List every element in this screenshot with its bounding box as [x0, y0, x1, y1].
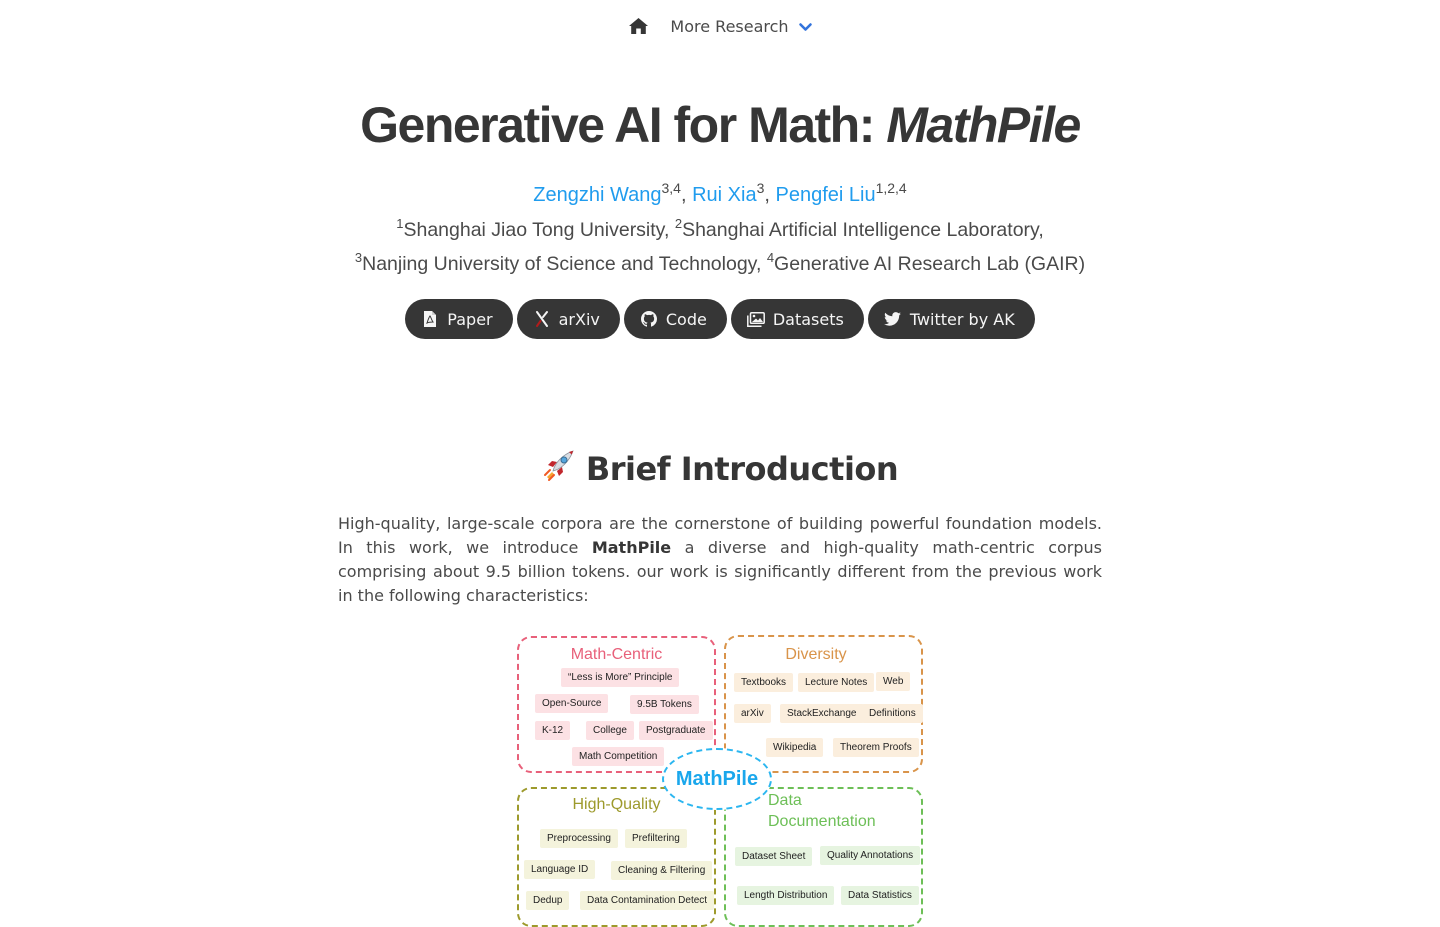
affiliation-3: Nanjing University of Science and Technology,: [362, 253, 767, 275]
chip-theorem-proofs: Theorem Proofs: [833, 738, 919, 757]
author-link-2[interactable]: Rui Xia: [692, 184, 757, 206]
title-emphasis: MathPile: [886, 97, 1080, 153]
twitter-button[interactable]: [868, 299, 1035, 339]
chip-postgraduate: Postgraduate: [639, 721, 713, 740]
home-icon[interactable]: [628, 16, 648, 36]
author-list: [0, 180, 1440, 207]
affiliations-line-1: [0, 216, 1440, 242]
paper-label: Paper: [447, 309, 493, 329]
code-button[interactable]: [624, 299, 727, 339]
affiliation-1: Shanghai Jiao Tong University,: [403, 219, 675, 241]
publication-links: [0, 299, 1440, 339]
pdf-icon: [422, 311, 438, 327]
chip-open-source: Open-Source: [535, 694, 608, 713]
twitter-icon: [885, 311, 901, 327]
author-separator: ,: [764, 184, 776, 206]
github-icon: [641, 311, 657, 327]
chip-lecture-notes: Lecture Notes: [798, 673, 874, 692]
data-documentation-box: [724, 787, 923, 927]
affiliation-sup-2: 2: [674, 216, 683, 231]
datasets-label: Datasets: [772, 309, 844, 329]
intro-heading-text: Brief Introduction: [585, 450, 899, 488]
affiliation-sup-3: 3: [354, 250, 363, 265]
math-centric-title: Math-Centric: [570, 646, 663, 663]
chip-web: Web: [876, 672, 910, 691]
chip-prefiltering: Prefiltering: [625, 829, 687, 848]
author-link-1[interactable]: Zengzhi Wang: [533, 184, 662, 206]
mathpile-center-ellipse: [662, 748, 772, 810]
arxiv-icon: [534, 311, 550, 327]
chip-textbooks: Textbooks: [734, 673, 793, 692]
affiliation-sup-4: 4: [766, 250, 775, 265]
title-main: Generative AI for Math:: [360, 97, 887, 153]
intro-text-bold: MathPile: [591, 538, 672, 557]
author-link-3[interactable]: Pengfei Liu: [775, 184, 876, 206]
data-documentation-title-2: Documentation: [768, 813, 876, 830]
intro-paragraph: [338, 512, 1102, 608]
section-heading-intro: [0, 448, 1440, 490]
chip-data-statistics: Data Statistics: [841, 886, 919, 905]
affiliation-sup-1: 1: [396, 216, 404, 231]
intro-text-before: High-quality, large-scale corpora are the cornerstone of building powerful foundation models. In this work, we introduce: [338, 514, 1102, 557]
mathpile-overview-figure: [510, 628, 930, 906]
high-quality-box: [517, 787, 716, 927]
affiliation-2: Shanghai Artificial Intelligence Laboratory,: [682, 219, 1044, 241]
paper-button[interactable]: [405, 299, 512, 339]
chip-definitions: Definitions: [862, 704, 923, 723]
page-title: [0, 96, 1440, 154]
chip-cleaning-filtering: Cleaning & Filtering: [611, 861, 712, 880]
author-separator: ,: [680, 184, 693, 206]
chip-tokens: 9.5B Tokens: [630, 695, 699, 714]
chip-k12: K-12: [535, 721, 570, 740]
high-quality-title: High-Quality: [572, 796, 661, 813]
author-sup-3: 1,2,4: [875, 180, 907, 196]
chip-dedup: Dedup: [526, 891, 569, 910]
rocket-icon: [542, 448, 576, 490]
diversity-box: [724, 635, 923, 773]
chip-stackexchange: StackExchange: [780, 704, 864, 723]
affiliation-4: Generative AI Research Lab (GAIR): [774, 253, 1086, 275]
chip-length-distribution: Length Distribution: [737, 886, 834, 905]
diversity-title: Diversity: [785, 646, 847, 663]
chip-dataset-sheet: Dataset Sheet: [735, 847, 812, 866]
mathpile-center-label: MathPile: [675, 767, 759, 790]
more-research-label: More Research: [670, 16, 789, 36]
chip-wikipedia: Wikipedia: [766, 738, 823, 757]
more-research-dropdown[interactable]: [670, 17, 811, 36]
chip-contamination-detect: Data Contamination Detect: [580, 891, 714, 910]
images-icon: [748, 311, 764, 327]
author-sup-2: 3: [756, 180, 765, 196]
chip-math-competition: Math Competition: [572, 747, 664, 766]
arxiv-label: arXiv: [558, 309, 600, 329]
chip-quality-annotations: Quality Annotations: [820, 846, 920, 865]
chip-language-id: Language ID: [524, 860, 595, 879]
affiliations-line-2: [0, 250, 1440, 276]
chip-college: College: [586, 721, 634, 740]
chip-less-is-more: “Less is More” Principle: [561, 668, 679, 687]
arxiv-button[interactable]: [517, 299, 620, 339]
author-sup-1: 3,4: [661, 180, 681, 196]
code-label: Code: [665, 309, 707, 329]
chip-arxiv: arXiv: [734, 704, 771, 723]
intro-text-after: a diverse and high-quality math-centric corpus comprising about 9.5 billion tokens. our work is significantly different from the previous work in the following characteristics:: [338, 538, 1103, 605]
datasets-button[interactable]: [731, 299, 864, 339]
chevron-down-icon: [799, 17, 812, 36]
top-navbar: [0, 0, 1440, 52]
twitter-label: Twitter by AK: [909, 309, 1015, 329]
data-documentation-title-1: Data: [768, 792, 802, 809]
chip-preprocessing: Preprocessing: [540, 829, 618, 848]
